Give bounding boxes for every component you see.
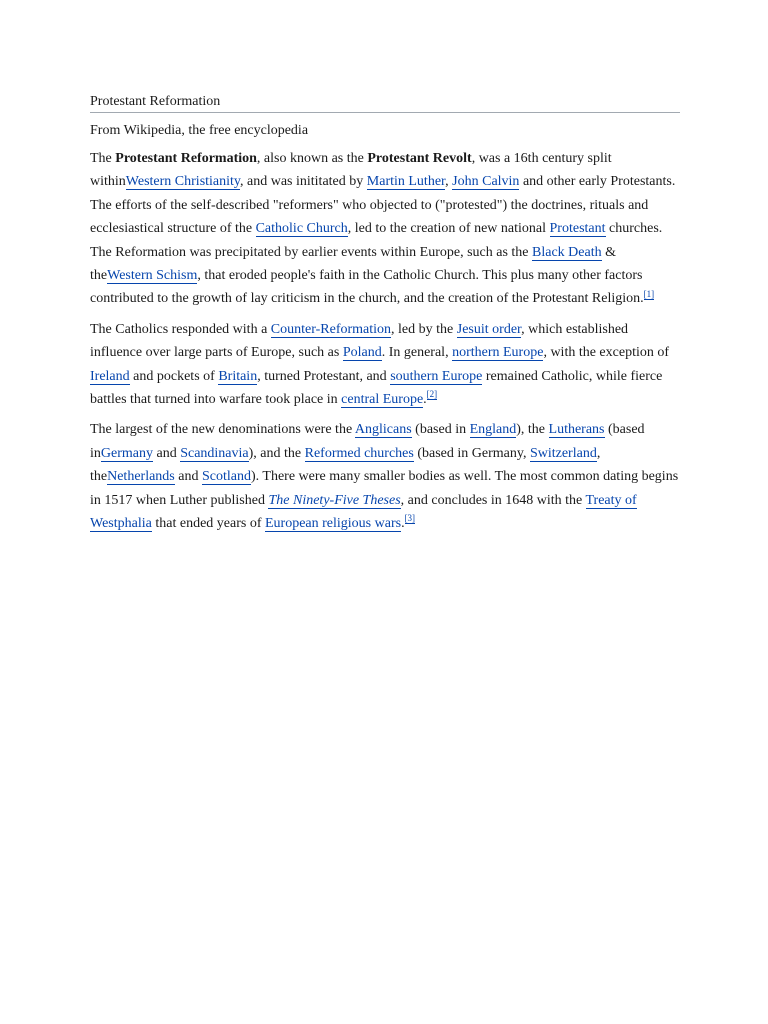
- reference-marker: [427, 389, 438, 400]
- link-scandinavia[interactable]: Scandinavia: [180, 445, 249, 461]
- text-segment: , was a 16th century split within: [90, 151, 612, 190]
- link-counter-reformation[interactable]: Counter-Reformation: [270, 321, 392, 337]
- text-segment: (based in: [90, 422, 645, 461]
- text-segment: The: [90, 151, 116, 166]
- link-western-schism[interactable]: Western Schism: [107, 268, 198, 284]
- text-segment: The largest of the new denominations were the: [90, 422, 355, 438]
- link-european-religious-wars[interactable]: European religious wars: [264, 516, 402, 532]
- link-switzerland[interactable]: Switzerland: [529, 445, 597, 461]
- link-central-europe[interactable]: central Europe: [341, 392, 424, 408]
- link-lutherans[interactable]: Lutherans: [548, 422, 605, 438]
- text-segment: . In general,: [381, 345, 453, 361]
- site-tagline: From Wikipedia, the free encyclopedia: [90, 123, 309, 138]
- text-segment: , which established influence over large parts of Europe, such as: [90, 321, 629, 361]
- bold-term: Protestant Reformation: [115, 151, 257, 166]
- text-segment: and: [174, 469, 202, 485]
- text-segment: and other early Protestants. The efforts of the self-described "reformers" who objected to ("protested") the doctrines, rituals and ecclesiastical structure of the: [90, 174, 676, 237]
- text-segment: .: [401, 516, 405, 532]
- text-segment: ), the: [516, 422, 549, 438]
- text-segment: The Catholics responded with a: [90, 321, 271, 337]
- link-catholic-church[interactable]: Catholic Church: [255, 221, 348, 237]
- bold-term: Protestant Revolt: [367, 151, 472, 166]
- link-england[interactable]: England: [469, 422, 517, 438]
- link-northern-europe[interactable]: northern Europe: [452, 345, 544, 361]
- text-segment: , with the exception of: [543, 345, 670, 361]
- text-segment: & the: [90, 244, 617, 284]
- text-segment: , and concludes in 1648 with the: [400, 492, 586, 508]
- link-john-calvin[interactable]: John Calvin: [452, 174, 520, 190]
- link-netherlands[interactable]: Netherlands: [107, 469, 175, 485]
- text-segment: remained Catholic, while fierce battles that turned into warfare took place in: [90, 368, 663, 408]
- text-segment: , led by the: [391, 321, 457, 337]
- link-germany[interactable]: Germany: [100, 445, 153, 461]
- article-body: [90, 93, 680, 536]
- text-segment: ), and the: [248, 445, 305, 461]
- link-southern-europe[interactable]: southern Europe: [390, 368, 483, 384]
- link-ninety-five-theses[interactable]: The Ninety-Five Theses: [268, 492, 401, 508]
- page-title: Protestant Reformation: [90, 93, 680, 113]
- link-britain[interactable]: Britain: [218, 368, 258, 384]
- link-protestant[interactable]: Protestant: [549, 221, 606, 237]
- text-segment: , the: [90, 445, 601, 485]
- text-segment: that ended years of: [151, 516, 265, 532]
- text-segment: , and was inititated by: [240, 174, 367, 190]
- text-segment: and pockets of: [129, 368, 219, 384]
- reference-marker: [405, 513, 416, 524]
- paragraph-counter-reformation: [90, 318, 680, 412]
- paragraph-intro: [90, 147, 680, 311]
- citation-link-1[interactable]: [1]: [643, 288, 655, 299]
- text-segment: , that eroded people's faith in the Catholic Church. This plus many other factors contributed to the growth of lay criticism in the church, and the creation of the Protestant Religion.: [90, 268, 644, 307]
- text-segment: .: [423, 392, 427, 408]
- citation-link-3[interactable]: [3]: [404, 513, 416, 524]
- text-segment: (based in Germany,: [413, 445, 530, 461]
- link-black-death[interactable]: Black Death: [532, 244, 602, 260]
- link-ireland[interactable]: Ireland: [90, 368, 130, 384]
- link-anglicans[interactable]: Anglicans: [354, 422, 412, 438]
- paragraph-denominations: [90, 418, 680, 535]
- link-poland[interactable]: Poland: [342, 345, 382, 361]
- text-segment: churches. The Reformation was precipitated by earlier events within Europe, such as the: [90, 221, 663, 260]
- text-segment: , turned Protestant, and: [257, 368, 391, 384]
- citation-link-2[interactable]: [2]: [426, 389, 438, 400]
- reference-marker: [644, 289, 655, 300]
- link-scotland[interactable]: Scotland: [201, 469, 251, 485]
- link-jesuit-order[interactable]: Jesuit order: [456, 321, 522, 337]
- text-segment: and: [152, 445, 181, 461]
- link-reformed-churches[interactable]: Reformed churches: [304, 445, 414, 461]
- text-segment: ). There were many smaller bodies as well. The most common dating begins in 1517 when Luther published: [90, 469, 679, 508]
- link-treaty-of-westphalia[interactable]: Treaty of Westphalia: [90, 492, 637, 532]
- link-martin-luther[interactable]: Martin Luther: [366, 174, 446, 190]
- text-segment: ,: [445, 174, 453, 190]
- text-segment: (based in: [411, 422, 470, 438]
- link-western-christianity[interactable]: Western Christianity: [125, 174, 241, 190]
- text-segment: , also known as the: [256, 151, 368, 166]
- text-segment: , led to the creation of new national: [347, 221, 550, 237]
